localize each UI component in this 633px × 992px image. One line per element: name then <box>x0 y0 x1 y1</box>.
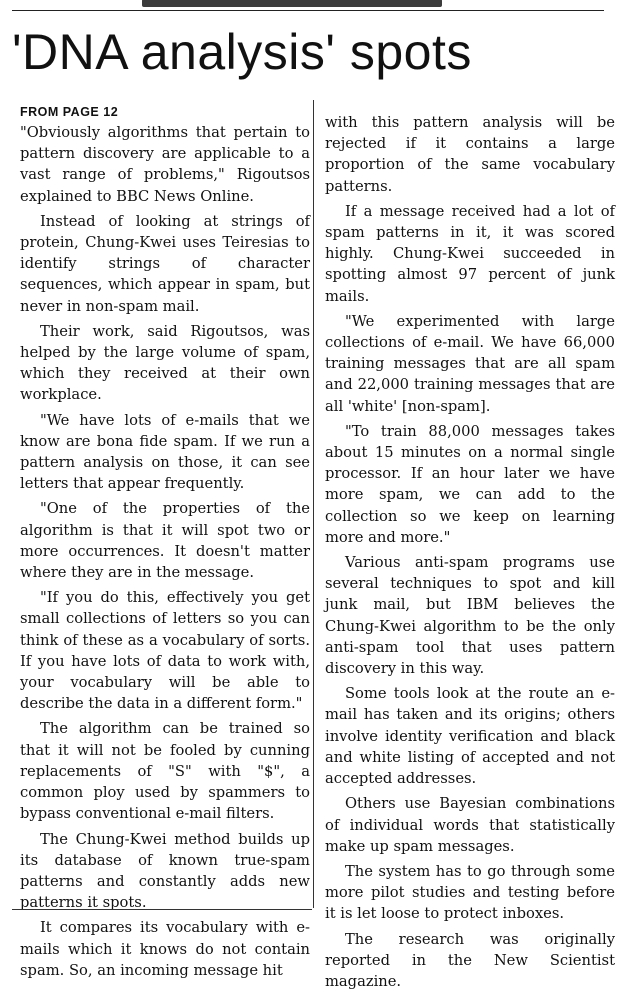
paragraph: "Obviously algorithms that pertain to pattern discovery are applicable to a vast range of problems," Rigoutsos explained to BBC News Online. <box>20 124 310 205</box>
continued-from-label: FROM PAGE 12 <box>20 105 119 119</box>
headline: 'DNA analysis' spots <box>12 24 472 80</box>
paragraph: "To train 88,000 messages takes about 15 minutes on a normal single processor. If an hour later we have more spam, we can add to the collection so we keep on learning more and more." <box>325 422 615 546</box>
paragraph: The research was originally reported in the New Scientist magazine. <box>325 930 615 990</box>
paragraph: "We have lots of e-mails that we know are bona fide spam. If we run a pattern analysis on those, it can see letters that appear frequently. <box>20 411 310 493</box>
top-rule <box>12 10 604 11</box>
paragraph: Their work, said Rigoutsos, was helped by the large volume of spam, which they received at their own workplace. <box>20 322 310 404</box>
article-column-left <box>20 104 310 979</box>
column-divider <box>313 100 314 908</box>
paragraph: It compares its vocabulary with e-mails which it knows do not contain spam. So, an incoming message hit <box>20 919 310 979</box>
article-column-right <box>325 112 615 990</box>
paragraph: Some tools look at the route an e-mail has taken and its origins; others involve identity verification and black and white listing of accepted and not accepted addresses. <box>325 685 615 788</box>
paragraph: The Chung-Kwei method builds up its database of known true-spam patterns and constantly adds new patterns it spots. <box>20 830 310 912</box>
paragraph: "If you do this, effectively you get small collections of letters so you can think of these as a vocabulary of sorts. If you have lots of data to work with, your vocabulary will be able to describe the data in a different form." <box>20 589 310 713</box>
paragraph: Instead of looking at strings of protein, Chung-Kwei uses Teiresias to identify strings of character sequences, which appear in spam, but never in non-spam mail. <box>20 212 310 315</box>
paragraph: "One of the properties of the algorithm is that it will spot two or more occurrences. It doesn't matter where they are in the message. <box>20 500 310 582</box>
paragraph: If a message received had a lot of spam patterns in it, it was scored highly. Chung-Kwei succeeded in spotting almost 97 percent of junk mails. <box>325 202 615 305</box>
paragraph: Various anti-spam programs use several techniques to spot and kill junk mail, but IBM believes the Chung-Kwei algorithm to be the only anti-spam tool that uses pattern discovery in this way. <box>325 554 615 678</box>
paragraph: Others use Bayesian combinations of individual words that statistically make up spam messages. <box>325 795 615 855</box>
paragraph: "We experimented with large collections of e-mail. We have 66,000 training messages that are all spam and 22,000 training messages that are all 'white' [non-spam]. <box>325 312 615 415</box>
paragraph: The algorithm can be trained so that it will not be fooled by cunning replacements of "S" with "$", a common ploy used by spammers to bypass conventional e-mail filters. <box>20 720 310 823</box>
paragraph: The system has to go through some more pilot studies and testing before it is let loose to protect inboxes. <box>325 862 615 923</box>
bottom-rule <box>12 909 312 910</box>
cropped-text-fragment <box>142 0 442 7</box>
paragraph: with this pattern analysis will be rejected if it contains a large proportion of the same vocabulary patterns. <box>325 114 615 195</box>
